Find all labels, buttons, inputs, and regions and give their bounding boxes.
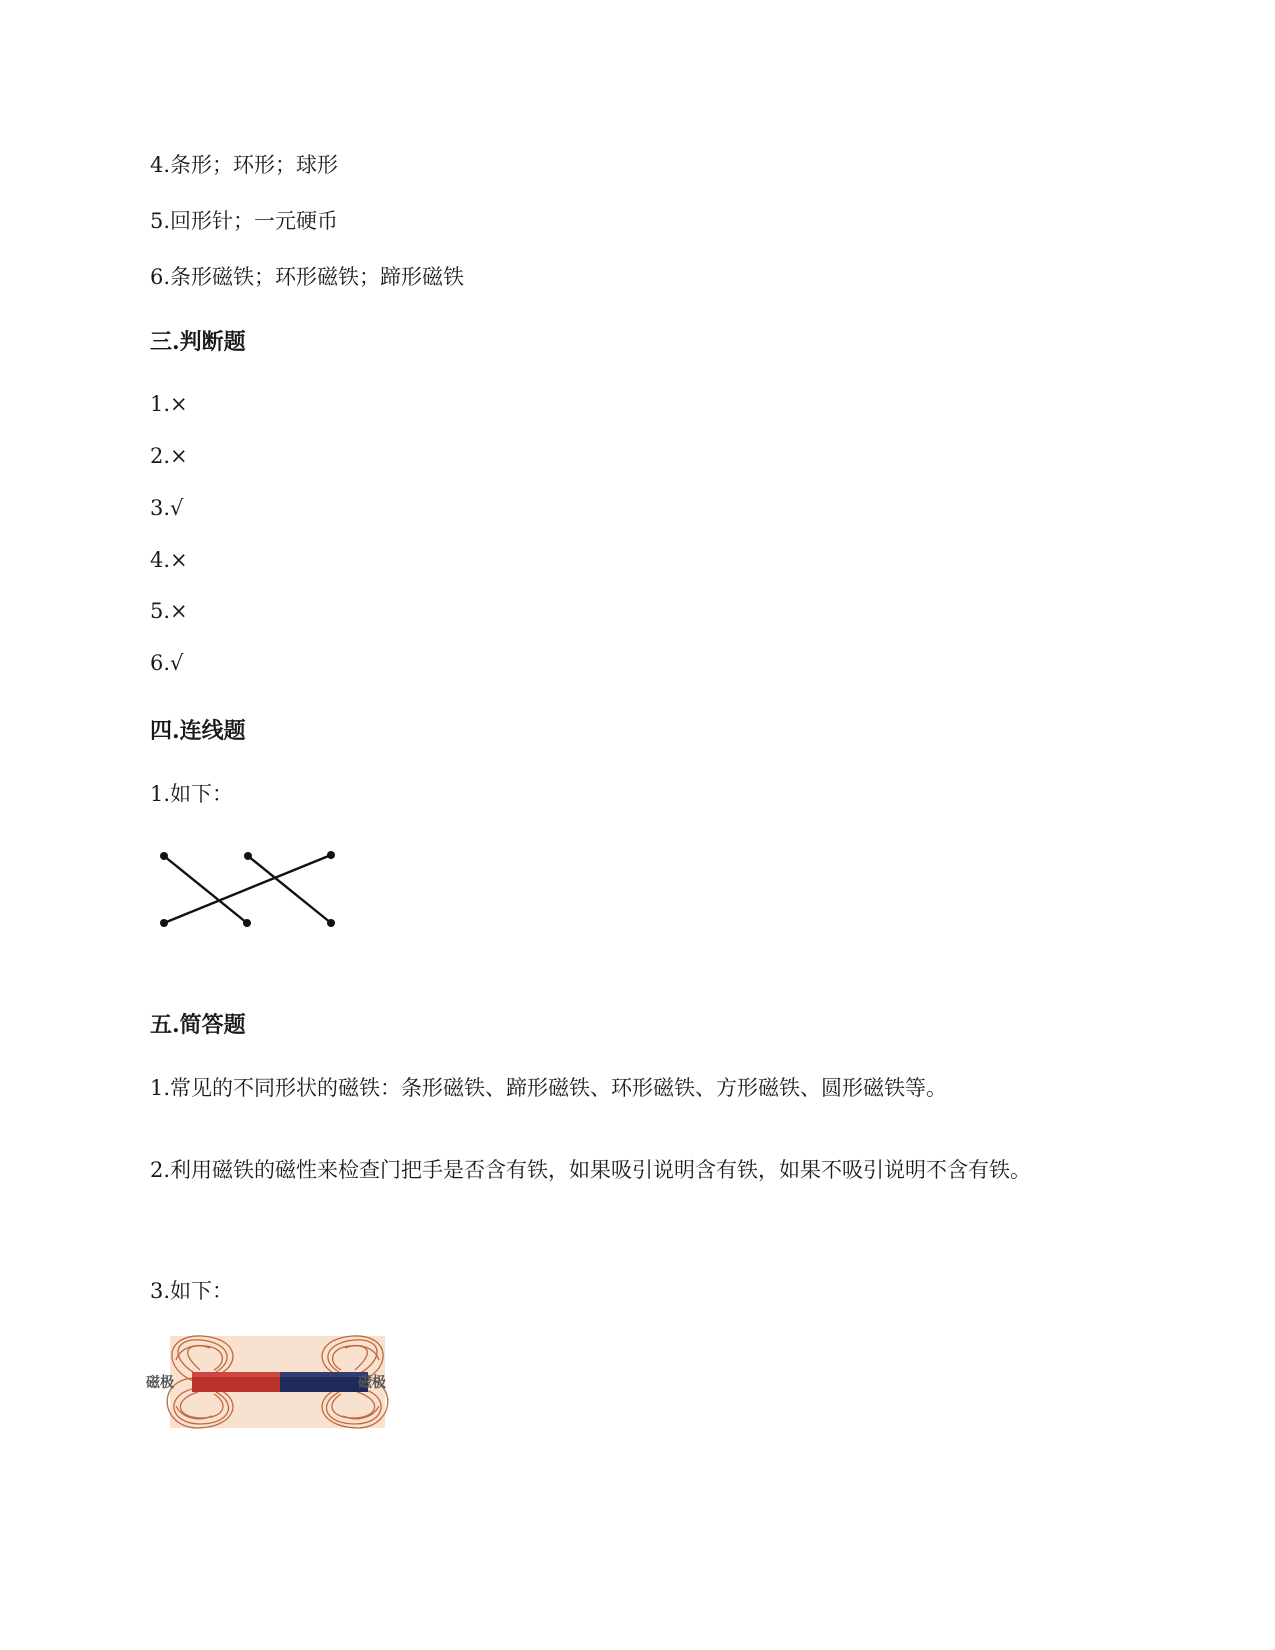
short-answer-1: 1.常见的不同形状的磁铁：条形磁铁、蹄形磁铁、环形磁铁、方形磁铁、圆形磁铁等。 bbox=[150, 1076, 948, 1100]
short-answer-3: 3.如下： bbox=[150, 1279, 234, 1303]
short-answer-2: 2.利用磁铁的磁性来检查门把手是否含有铁，如果吸引说明含有铁，如果不吸引说明不含有铁。 bbox=[150, 1158, 1032, 1182]
true-false-answer: 6.√ bbox=[150, 651, 184, 675]
section-heading-short-answer: 五.简答题 bbox=[150, 1012, 246, 1038]
bar-magnet-field-figure bbox=[146, 1330, 410, 1430]
fill-in-answer-4: 4.条形；环形；球形 bbox=[150, 153, 339, 177]
match-line bbox=[164, 855, 331, 923]
pole-label-right: 磁极 bbox=[358, 1375, 386, 1391]
match-dot bbox=[327, 851, 335, 859]
true-false-answer: 5.× bbox=[150, 599, 188, 623]
fill-in-answer-5: 5.回形针；一元硬币 bbox=[150, 209, 339, 233]
match-line bbox=[164, 856, 247, 923]
match-dot bbox=[160, 852, 168, 860]
match-dot bbox=[160, 919, 168, 927]
match-dot bbox=[243, 919, 251, 927]
match-dot bbox=[327, 919, 335, 927]
fill-in-answer-6: 6.条形磁铁；环形磁铁；蹄形磁铁 bbox=[150, 265, 465, 289]
section-heading-matching: 四.连线题 bbox=[150, 718, 246, 744]
true-false-answer: 1.× bbox=[150, 392, 188, 416]
section-heading-true-false: 三.判断题 bbox=[150, 329, 246, 355]
true-false-answer: 4.× bbox=[150, 548, 188, 572]
true-false-answer: 3.√ bbox=[150, 496, 184, 520]
match-line bbox=[248, 856, 331, 923]
matching-lines-figure bbox=[150, 840, 350, 935]
true-false-answer: 2.× bbox=[150, 444, 188, 468]
match-dot bbox=[244, 852, 252, 860]
pole-label-left: 磁极 bbox=[146, 1375, 174, 1391]
matching-answer-1: 1.如下： bbox=[150, 782, 234, 806]
